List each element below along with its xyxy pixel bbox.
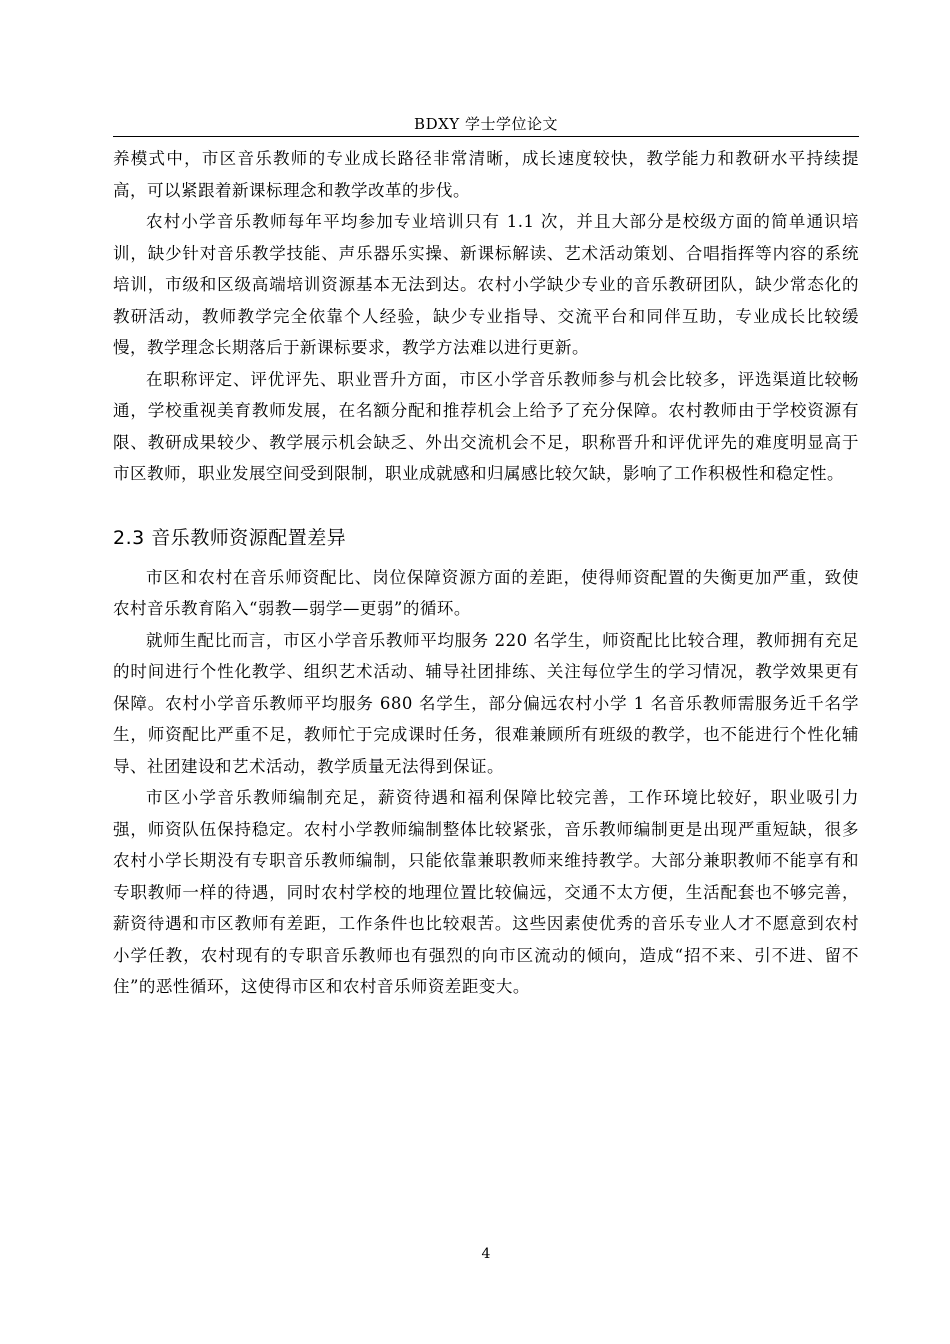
running-header: BDXY 学士学位论文: [414, 115, 558, 133]
paragraph-staffing-quota: 市区小学音乐教师编制充足，薪资待遇和福利保障比较完善，工作环境比较好，职业吸引力强，师资队伍保持稳定。农村小学教师编制整体比较紧张，音乐教师编制更是出现严重短缺，很多农村小学长期没有专职音乐教师编制，只能依靠兼职教师来维持教学。大部分兼职教师不能享有和专职教师一样的待遇，同时农村学校的地理位置比较偏远，交通不太方便，生活配套也不够完善，薪资待遇和市区教师有差距，工作条件也比较艰苦。这些因素使优秀的音乐专业人才不愿意到农村小学任教，农村现有的专职音乐教师也有强烈的向市区流动的倾向，造成“招不来、引不进、留不住”的恶性循环，这使得市区和农村音乐师资差距变大。: [113, 788, 859, 996]
page-number: 4: [481, 1246, 491, 1262]
body-text: [113, 143, 859, 1003]
paragraph-student-teacher-ratio: 就师生配比而言，市区小学音乐教师平均服务 220 名学生，师资配比比较合理，教师拥有充足的时间进行个性化教学、组织艺术活动、辅导社团排练、关注每位学生的学习情况，教学效果更有保障。农村小学音乐教师平均服务 680 名学生，部分偏远农村小学 1 名音乐教师需服务近千名学生，师资配比严重不足，教师忙于完成课时任务，很难兼顾所有班级的教学，也不能进行个性化辅导、社团建设和艺术活动，教学质量无法得到保证。: [113, 630, 859, 776]
paragraph-training: 农村小学音乐教师每年平均参加专业培训只有 1.1 次，并且大部分是校级方面的简单通识培训，缺少针对音乐教学技能、声乐器乐实操、新课标解读、艺术活动策划、合唱指挥等内容的系统培训，市级和区级高端培训资源基本无法到达。农村小学缺少专业的音乐教研团队，缺少常态化的教研活动，教师教学完全依靠个人经验，缺少专业指导、交流平台和同伴互助，专业成长比较缓慢，教学理念长期落后于新课标要求，教学方法难以进行更新。: [113, 212, 859, 357]
paragraph-staffing-gap: 市区和农村在音乐师资配比、岗位保障资源方面的差距，使得师资配置的失衡更加严重，致使农村音乐教育陷入“弱教—弱学—更弱”的循环。: [113, 567, 859, 618]
continued-paragraph: 养模式中，市区音乐教师的专业成长路径非常清晰，成长速度较快，教学能力和教研水平持续提高，可以紧跟着新课标理念和教学改革的步伐。: [113, 149, 859, 200]
section-heading: 2.3 音乐教师资源配置差异: [113, 526, 347, 549]
paragraph-promotion: 在职称评定、评优评先、职业晋升方面，市区小学音乐教师参与机会比较多，评选渠道比较畅通，学校重视美育教师发展，在名额分配和推荐机会上给予了充分保障。农村教师由于学校资源有限、教研成果较少、教学展示机会缺乏、外出交流机会不足，职称晋升和评优评先的难度明显高于市区教师，职业发展空间受到限制，职业成就感和归属感比较欠缺，影响了工作积极性和稳定性。: [113, 369, 859, 483]
header-rule: [113, 136, 859, 137]
